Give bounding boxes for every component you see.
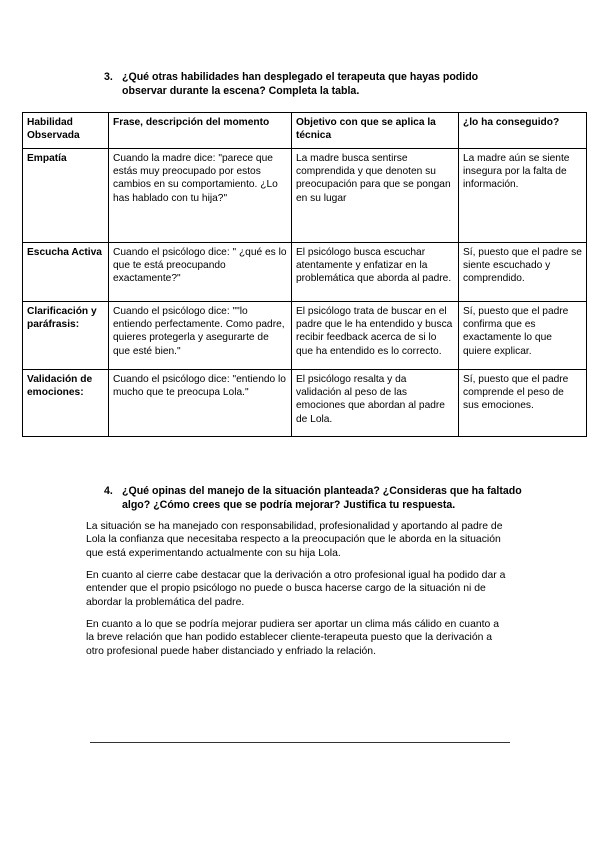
question-4-text: ¿Qué opinas del manejo de la situación planteada? ¿Consideras que ha faltado algo? ¿Cómo crees que se podría mejorar? Justifica tu respuesta.: [122, 485, 522, 511]
row-achieved: Sí, puesto que el padre comprende el peso de sus emociones.: [459, 370, 587, 437]
header-objective: Objetivo con que se aplica la técnica: [292, 113, 459, 149]
row-objective: La madre busca sentirse comprendida y que denoten su preocupación para que se pongan en su lugar: [292, 149, 459, 243]
row-achieved: Sí, puesto que el padre se siente escuchado y comprendido.: [459, 243, 587, 302]
row-skill: Validación de emociones:: [23, 370, 109, 437]
table-row: [23, 302, 587, 370]
row-skill: Clarificación y paráfrasis:: [23, 302, 109, 370]
row-achieved: Sí, puesto que el padre confirma que es exactamente lo que quiere explicar.: [459, 302, 587, 370]
table-row: [23, 370, 587, 437]
row-skill: Empatía: [23, 149, 109, 243]
header-phrase: Frase, descripción del momento: [109, 113, 292, 149]
header-skill: Habilidad Observada: [23, 113, 109, 149]
row-phrase: Cuando el psicólogo dice: ""lo entiendo perfectamente. Como padre, quieres protegerla y asegurarte de que esté bien.": [109, 302, 292, 370]
table-header-row: [23, 113, 587, 149]
skills-table: [22, 112, 587, 437]
answer-paragraph: En cuanto a lo que se podría mejorar pudiera ser aportar un clima más cálido en cuanto a la breve relación que han podido establecer cliente-terapeuta puesto que la derivación a otro profesional puede haber distanciado y enfriado la relación.: [86, 619, 499, 657]
row-phrase: Cuando el psicólogo dice: " ¿qué es lo que te está preocupando exactamente?": [109, 243, 292, 302]
question-3-number: 3.: [104, 71, 113, 83]
row-phrase: Cuando la madre dice: "parece que estás muy preocupado por estos cambios en su comportamiento. ¿Lo has hablado con tu hija?": [109, 149, 292, 243]
answer-paragraph: La situación se ha manejado con responsabilidad, profesionalidad y aportando al padre de Lola la confianza que necesitaba respecto a la preocupación que le aborda en la situación que está experimentando actualmente con su hija Lola.: [86, 521, 503, 559]
question-4: [104, 484, 524, 512]
table-row: [23, 149, 587, 243]
question-4-number: 4.: [104, 485, 113, 497]
row-achieved: La madre aún se siente insegura por la falta de información.: [459, 149, 587, 243]
row-phrase: Cuando el psicólogo dice: "entiendo lo mucho que te preocupa Lola.": [109, 370, 292, 437]
row-skill: Escucha Activa: [23, 243, 109, 302]
question-3: [104, 70, 524, 98]
question-3-text: ¿Qué otras habilidades han desplegado el terapeuta que hayas podido observar durante la escena? Completa la tabla.: [122, 71, 479, 97]
row-objective: El psicólogo busca escuchar atentamente y enfatizar en la problemática que aborda al padre.: [292, 243, 459, 302]
row-objective: El psicólogo resalta y da validación al peso de las emociones que abordan al padre de Lola.: [292, 370, 459, 437]
table-row: [23, 243, 587, 302]
answer-paragraph: En cuanto al cierre cabe destacar que la derivación a otro profesional igual ha podido dar a entender que el propio psicólogo no puede o busca hacerse cargo de la situación ni de abordar la problemática del padre.: [86, 570, 506, 608]
header-achieved: ¿lo ha conseguido?: [459, 113, 587, 149]
divider-line: [90, 742, 510, 743]
row-objective: El psicólogo trata de buscar en el padre que le ha entendido y busca recibir feedback acerca de si lo que ha entendido es lo correcto.: [292, 302, 459, 370]
